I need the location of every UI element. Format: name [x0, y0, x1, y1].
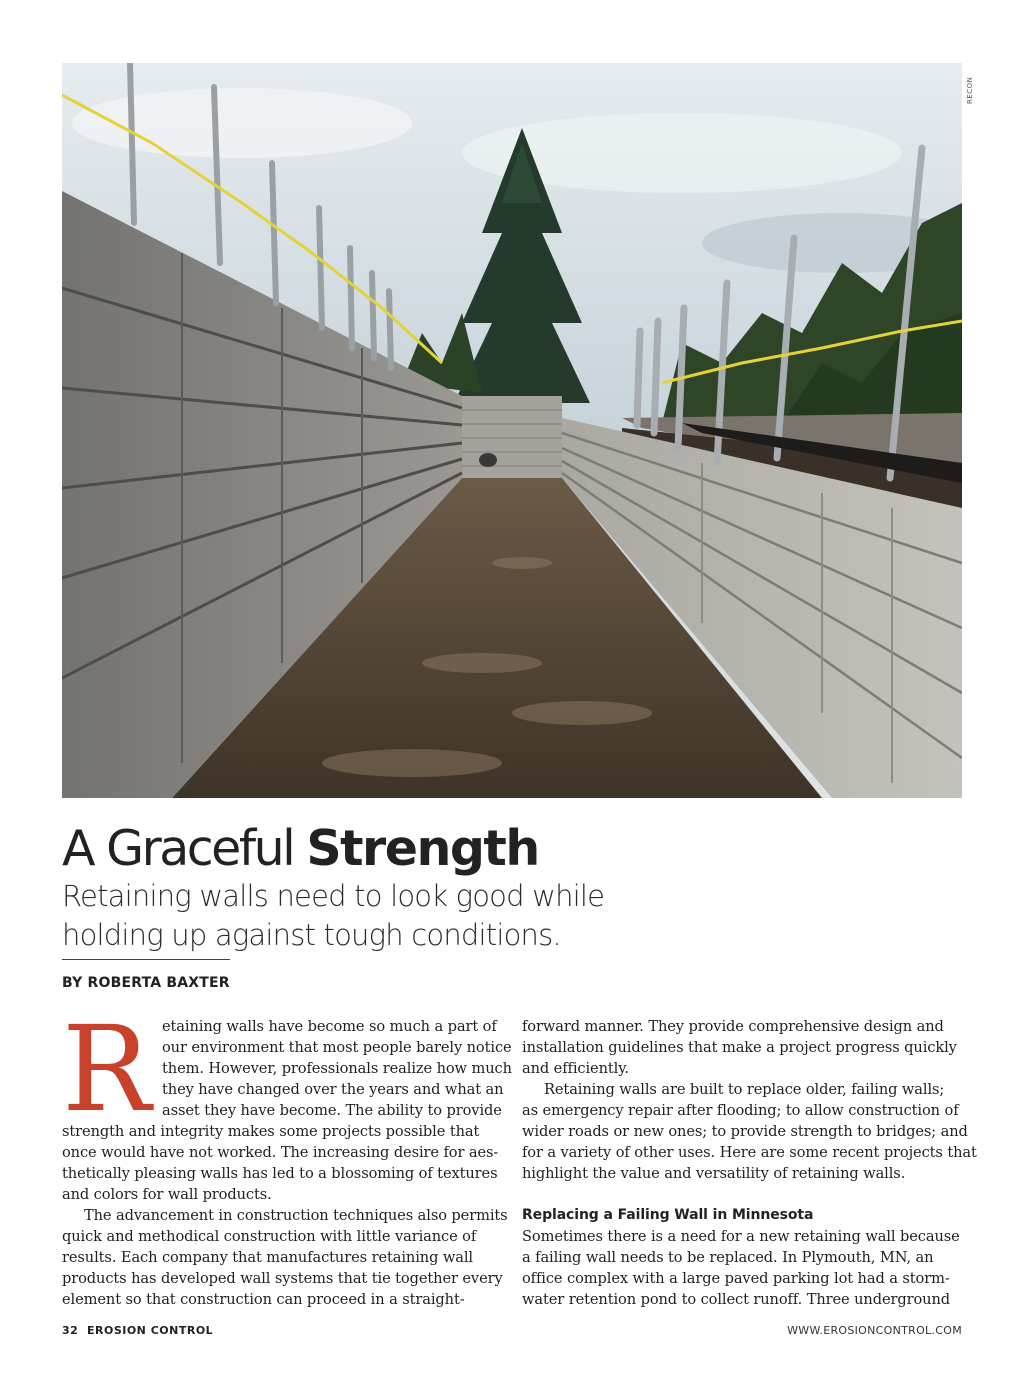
body-line: results. Each company that manufactures retaining wall — [62, 1249, 473, 1266]
body-line: and colors for wall products. — [62, 1186, 272, 1203]
byline: BY ROBERTA BAXTER — [62, 975, 230, 991]
deck-line: holding up against tough conditions. — [62, 918, 561, 952]
body-line: highlight the value and versatility of retaining walls. — [522, 1165, 906, 1182]
body-line: them. However, professionals realize how much — [162, 1060, 512, 1077]
drop-cap: R — [62, 1000, 151, 1138]
body-line: Sometimes there is a need for a new retaining wall because — [522, 1228, 960, 1245]
body-line: wider roads or new ones; to provide strength to bridges; and — [522, 1123, 968, 1140]
body-line: they have changed over the years and what an — [162, 1081, 504, 1098]
body-line: The advancement in construction techniques also permits — [84, 1207, 508, 1224]
body-column-left — [62, 1000, 512, 1310]
page-footer-left — [62, 1324, 213, 1337]
body-line: element so that construction can proceed in a straight- — [62, 1291, 465, 1308]
title-light: A Graceful — [62, 820, 307, 877]
article-deck — [62, 877, 662, 955]
body-line: strength and integrity makes some projects possible that — [62, 1123, 480, 1140]
byline-divider — [62, 959, 230, 960]
body-line: asset they have become. The ability to provide — [162, 1102, 502, 1119]
title-bold: Strength — [306, 820, 539, 877]
body-line: Retaining walls are built to replace older, failing walls; — [544, 1081, 945, 1098]
article-title — [62, 818, 539, 880]
retaining-wall-photo — [62, 63, 962, 798]
body-line: our environment that most people barely notice — [162, 1039, 512, 1056]
body-line: thetically pleasing walls has led to a blossoming of textures — [62, 1165, 498, 1182]
body-line: a failing wall needs to be replaced. In Plymouth, MN, an — [522, 1249, 934, 1266]
page-number: 32 — [62, 1324, 79, 1337]
body-line: installation guidelines that make a project progress quickly — [522, 1039, 957, 1056]
body-column-right — [522, 1016, 977, 1310]
section-subhead: Replacing a Failing Wall in Minnesota — [522, 1207, 814, 1223]
body-line: products has developed wall systems that tie together every — [62, 1270, 503, 1287]
body-line: forward manner. They provide comprehensive design and — [522, 1018, 944, 1035]
body-line: quick and methodical construction with little variance of — [62, 1228, 477, 1245]
body-line: water retention pond to collect runoff. Three underground — [522, 1291, 951, 1308]
body-line: as emergency repair after flooding; to allow construction of — [522, 1102, 959, 1119]
body-line: and efficiently. — [522, 1060, 629, 1077]
retaining-wall-photo-icon — [62, 63, 962, 798]
website-url: WWW.EROSIONCONTROL.COM — [787, 1324, 962, 1337]
paragraph-gap — [522, 1184, 962, 1205]
body-line: office complex with a large paved parking lot had a storm- — [522, 1270, 950, 1287]
deck-line: Retaining walls need to look good while — [62, 879, 605, 913]
photo-credit: RECON — [966, 76, 974, 104]
body-line: for a variety of other uses. Here are some recent projects that — [522, 1144, 977, 1161]
body-line: once would have not worked. The increasing desire for aes- — [62, 1144, 499, 1161]
publication-name: EROSION CONTROL — [86, 1324, 214, 1337]
body-line: etaining walls have become so much a part of — [162, 1018, 497, 1035]
